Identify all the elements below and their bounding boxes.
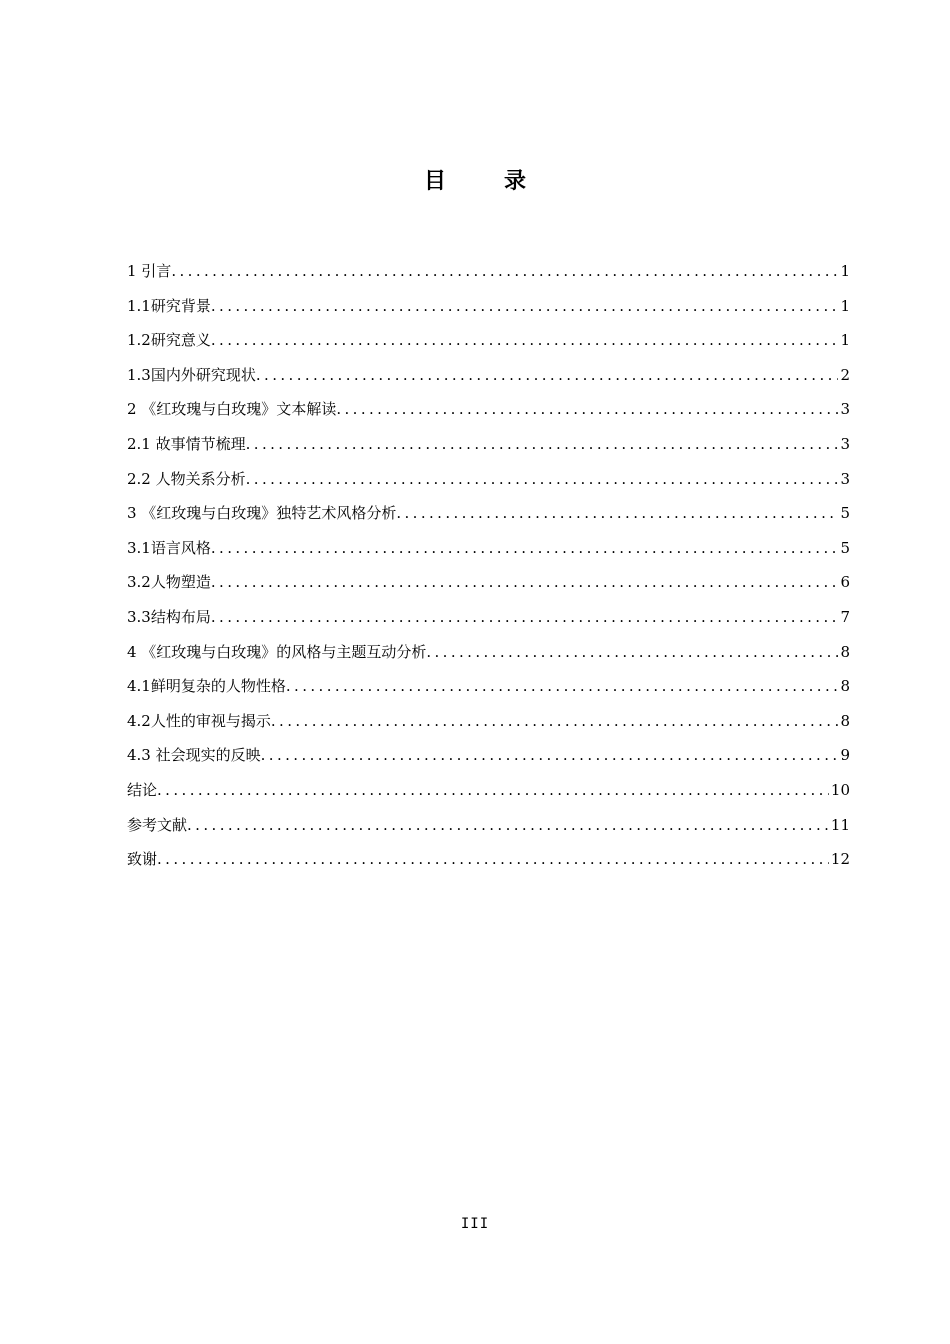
toc-entry-page: 6 bbox=[840, 573, 850, 592]
toc-entry[interactable] bbox=[127, 462, 850, 497]
toc-entry-page: 3 bbox=[840, 469, 850, 488]
page-title bbox=[0, 166, 950, 198]
title-char-mu: 目 bbox=[423, 169, 446, 194]
toc-entry-page: 1 bbox=[840, 331, 850, 350]
toc-entry-label: 参考文献 bbox=[127, 815, 188, 834]
toc-entry[interactable] bbox=[127, 358, 850, 393]
toc-entry[interactable] bbox=[127, 635, 850, 670]
toc-dot-leader bbox=[336, 392, 838, 427]
toc-dot-leader bbox=[171, 254, 838, 289]
toc-dot-leader bbox=[426, 635, 838, 670]
toc-entry-label: 1.2研究意义 bbox=[127, 331, 211, 350]
toc-entry-label: 2.2 人物关系分析 bbox=[127, 469, 246, 488]
toc-dot-leader bbox=[246, 427, 839, 462]
toc-entry[interactable] bbox=[127, 496, 850, 531]
toc-dot-leader bbox=[157, 842, 829, 877]
toc-dot-leader bbox=[211, 323, 839, 358]
toc-entry[interactable] bbox=[127, 531, 850, 566]
toc-entry-page: 8 bbox=[840, 642, 850, 661]
toc-dot-leader bbox=[271, 704, 839, 739]
toc-dot-leader bbox=[211, 531, 839, 566]
toc-entry-page: 2 bbox=[840, 365, 850, 384]
toc-entry-label: 2 《红玫瑰与白玫瑰》文本解读 bbox=[127, 400, 337, 419]
toc-entry-label: 结论 bbox=[127, 780, 158, 799]
toc-entry-page: 3 bbox=[840, 400, 850, 419]
toc-entry-page: 1 bbox=[840, 262, 850, 280]
toc-entry[interactable] bbox=[127, 254, 850, 289]
toc-entry-label: 1.1研究背景 bbox=[127, 296, 211, 315]
toc-dot-leader bbox=[187, 808, 829, 843]
toc-entry[interactable] bbox=[127, 565, 850, 600]
toc-entry[interactable] bbox=[127, 392, 850, 427]
table-of-contents bbox=[127, 254, 850, 877]
toc-entry-label: 4.2人性的审视与揭示 bbox=[127, 711, 271, 730]
toc-dot-leader bbox=[256, 358, 839, 393]
toc-entry[interactable] bbox=[127, 773, 850, 808]
toc-entry-label: 3.3结构布局 bbox=[127, 607, 211, 626]
toc-entry[interactable] bbox=[127, 808, 850, 843]
toc-entry-label: 1.3国内外研究现状 bbox=[127, 365, 256, 384]
toc-entry[interactable] bbox=[127, 738, 850, 773]
toc-dot-leader bbox=[211, 289, 839, 324]
toc-entry[interactable] bbox=[127, 600, 850, 635]
title-char-lu: 录 bbox=[504, 169, 527, 194]
toc-entry-page: 8 bbox=[840, 677, 850, 696]
toc-entry[interactable] bbox=[127, 704, 850, 739]
footer-page-number: III bbox=[460, 1216, 490, 1232]
toc-entry-page: 5 bbox=[840, 504, 850, 523]
toc-entry-label: 3.2人物塑造 bbox=[127, 573, 211, 592]
toc-entry-label: 3.1语言风格 bbox=[127, 538, 211, 557]
toc-entry-label: 1 引言 bbox=[127, 262, 172, 280]
toc-entry-label: 2.1 故事情节梳理 bbox=[127, 434, 246, 453]
toc-entry-page: 11 bbox=[830, 815, 850, 834]
toc-dot-leader bbox=[246, 462, 839, 497]
toc-entry-label: 致谢 bbox=[127, 850, 158, 869]
toc-entry-label: 4.1鲜明复杂的人物性格 bbox=[127, 677, 286, 696]
toc-entry-page: 3 bbox=[840, 434, 850, 453]
toc-entry-page: 7 bbox=[840, 607, 850, 626]
toc-entry[interactable] bbox=[127, 842, 850, 877]
toc-entry[interactable] bbox=[127, 289, 850, 324]
toc-dot-leader bbox=[261, 738, 839, 773]
toc-entry-page: 10 bbox=[830, 780, 850, 799]
toc-entry-label: 3 《红玫瑰与白玫瑰》独特艺术风格分析 bbox=[127, 504, 397, 523]
toc-entry[interactable] bbox=[127, 427, 850, 462]
toc-entry-page: 8 bbox=[840, 711, 850, 730]
toc-entry-label: 4 《红玫瑰与白玫瑰》的风格与主题互动分析 bbox=[127, 642, 427, 661]
toc-dot-leader bbox=[396, 496, 838, 531]
toc-entry[interactable] bbox=[127, 669, 850, 704]
toc-dot-leader bbox=[286, 669, 839, 704]
toc-dot-leader bbox=[157, 773, 829, 808]
toc-entry[interactable] bbox=[127, 323, 850, 358]
toc-dot-leader bbox=[211, 565, 839, 600]
toc-dot-leader bbox=[211, 600, 839, 635]
toc-entry-page: 5 bbox=[840, 538, 850, 557]
toc-entry-page: 12 bbox=[830, 850, 850, 869]
toc-entry-page: 9 bbox=[840, 746, 850, 765]
toc-entry-page: 1 bbox=[840, 296, 850, 315]
toc-entry-label: 4.3 社会现实的反映 bbox=[127, 746, 261, 765]
